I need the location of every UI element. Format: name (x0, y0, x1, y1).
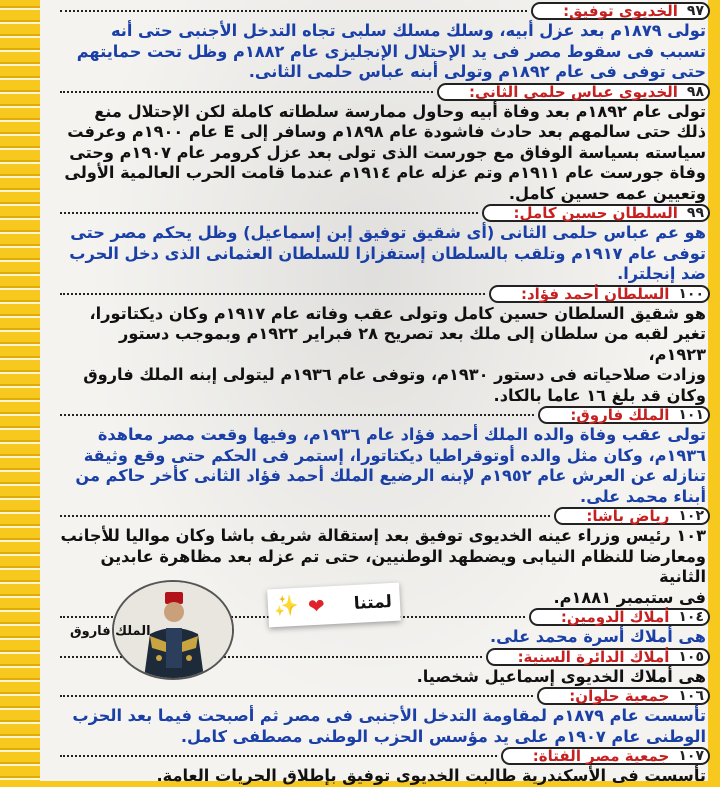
sticker-label: لمتنا (353, 591, 393, 614)
entry-number: ١٠٦ (675, 687, 710, 705)
entry-title: أملاك الدومين: (529, 608, 675, 626)
entry-heading (56, 204, 710, 222)
entry-line: هى أملاك الخديوى إسماعيل شخصيا. (416, 666, 706, 686)
entry-title: رياض باشا: (554, 507, 675, 525)
entry-number: ١٠١ (675, 406, 710, 424)
entry-line: ١٩٣٦م، وكان مثل والده أوتوقراطيا ديكتاتورا، إستمر فى الحكم حتى وقع وثيقة (83, 445, 706, 465)
king-farouk-portrait (70, 578, 245, 678)
entry-line: ومعارضا للنظام النيابى ويضطهد الوطنيين، حتى تم عزله بعد مظاهرة عابدين الثانية (100, 546, 706, 586)
entry-title: أملاك الدائرة السنية: (486, 648, 676, 666)
entry-heading (56, 687, 710, 705)
entry-number: ١٠٥ (675, 648, 710, 666)
entry-99 (56, 204, 706, 285)
entry-number: ٩٧ (684, 2, 710, 20)
spiral-binding (0, 0, 42, 781)
entry-line: تنازله عن العرش عام ١٩٥٢م لإبنه الرضيع الملك أحمد فؤاد الثانى كأخر حاكم من (75, 466, 706, 485)
entry-line: وزادت صلاحياته فى دستور ١٩٣٠م، وتوفى عام ١٩٣٦م ليتولى إبنه الملك فاروق (83, 365, 706, 384)
entry-97 (56, 2, 706, 83)
entry-line: تأسست فى الأسكندرية طالبت الخديوى توفيق بإطلاق الحريات العامة. (156, 766, 706, 785)
entry-98 (56, 83, 706, 205)
entry-line: وفاة جورست عام ١٩١١م وتم عزله عام ١٩١٤م عندما قامت الحرب العالمية الأولى (64, 163, 706, 182)
portrait-caption: الملك فاروق (70, 624, 151, 639)
entry-line: وتعيين عمه حسين كامل. (508, 183, 706, 203)
dotted-rule (60, 293, 485, 295)
entry-number: ١٠٢ (675, 507, 710, 525)
entry-line: هو عم عباس حلمى الثانى (أى شقيق توفيق إبن إسماعيل) وظل يحكم مصر حتى (70, 223, 706, 242)
entry-line: وكان قد بلغ ١٦ عاما بالكاد. (493, 385, 706, 405)
entry-line: تولى ١٨٧٩م بعد عزل أبيه، وسلك مسلك سلبى تجاه التدخل الأجنبى حتى أنه (110, 21, 706, 40)
entry-title: الخديوى عباس حلمى الثانى: (437, 83, 684, 101)
entry-number: ٩٨ (684, 83, 710, 101)
heart-icon: ❤ (307, 593, 326, 619)
entry-line: هو شقيق السلطان حسين كامل وتولى عقب وفاته عام ١٩١٧م وكان ديكتاتورا، (89, 303, 706, 323)
entry-title: الملك فاروق: (538, 406, 675, 424)
entry-line: ذلك حتى سالمهم بعد حادث فاشودة عام ١٨٩٨م وسافر إلى E عام ١٩٠٠م وعرفت (67, 122, 706, 141)
dotted-rule (60, 515, 550, 517)
entry-heading (56, 2, 710, 20)
entry-title: جمعية مصر الفتاة: (501, 747, 676, 765)
entry-line: ضد إنجلترا. (617, 264, 706, 283)
entry-line: تسبب فى سقوط مصر فى يد الإحتلال الإنجليزى عام ١٨٨٢م وظل تحت حمايتهم (76, 41, 706, 61)
dotted-rule (60, 695, 533, 697)
entry-number: ١٠٠ (675, 285, 710, 303)
entry-heading (56, 83, 710, 101)
entry-heading (56, 747, 710, 765)
entry-line: تغير لقبه من سلطان إلى ملك بعد تصريح ٢٨ فبراير ١٩٢٢م وبموجب دستور ١٩٢٣م، (119, 324, 706, 364)
entry-title: السلطان حسين كامل: (482, 204, 684, 222)
dotted-rule (60, 212, 478, 214)
entry-number: ٩٩ (684, 204, 710, 222)
entry-heading (56, 285, 710, 303)
entry-line: حتى توفى فى عام ١٨٩٢م وتولى أبنه عباس حلمى الثانى. (248, 62, 706, 81)
entry-number: ١٠٤ (675, 608, 710, 626)
dotted-rule (60, 414, 534, 416)
dotted-rule (60, 91, 433, 93)
entry-line: هى أملاك أسرة محمد على. (489, 627, 706, 646)
entry-line: تولى عام ١٨٩٢م بعد وفاة أبيه وحاول ممارسة سلطاته كاملة لكن الإحتلال منع (94, 101, 706, 121)
entry-line: سياسته بسياسة الوفاق مع جورست الذى تولى بعد عزل كرومر عام ١٩٠٧م وحتى (69, 142, 706, 162)
entry-number: ١٠٧ (675, 747, 710, 765)
entry-100 (56, 285, 706, 407)
entry-line: تولى عقب وفاة والده الملك أحمد فؤاد عام ١٩٣٦م، وفيها وقعت مصر معاهدة (97, 425, 706, 444)
entry-line: ١٠٣ رئيس وزراء عينه الخديوى توفيق بعد إستقالة شريف باشا وكان مواليا للأجانب (60, 526, 706, 545)
sticker (267, 583, 401, 628)
entry-line: فى ستبمبر ١٨٨١م. (553, 587, 706, 607)
entry-title: الخديوى توفيق: (531, 2, 684, 20)
entry-line: أبناء محمد على. (580, 486, 706, 506)
entry-line: الوطنى عام ١٩٠٧م على يد مؤسس الحزب الوطنى مصطفى كامل. (180, 726, 706, 746)
entry-line: توفى عام ١٩١٧م وتلقب بالسلطان إستفزازا للسلطان العثمانى الذى دخل الحرب (69, 243, 706, 263)
entry-title: جمعية حلوان: (537, 687, 675, 705)
dotted-rule (60, 755, 497, 757)
sparkles-icon: ✨ (273, 592, 300, 619)
entry-heading (56, 406, 710, 424)
entry-title: السلطان أحمد فؤاد: (489, 285, 675, 303)
entry-101 (56, 406, 706, 507)
entry-heading (56, 507, 710, 525)
entry-106 (56, 687, 706, 747)
entry-line: تأسست عام ١٨٧٩م لمقاومة التدخل الأجنبى فى مصر ثم أصبحت فيما بعد الحزب (72, 706, 706, 725)
dotted-rule (60, 10, 527, 12)
